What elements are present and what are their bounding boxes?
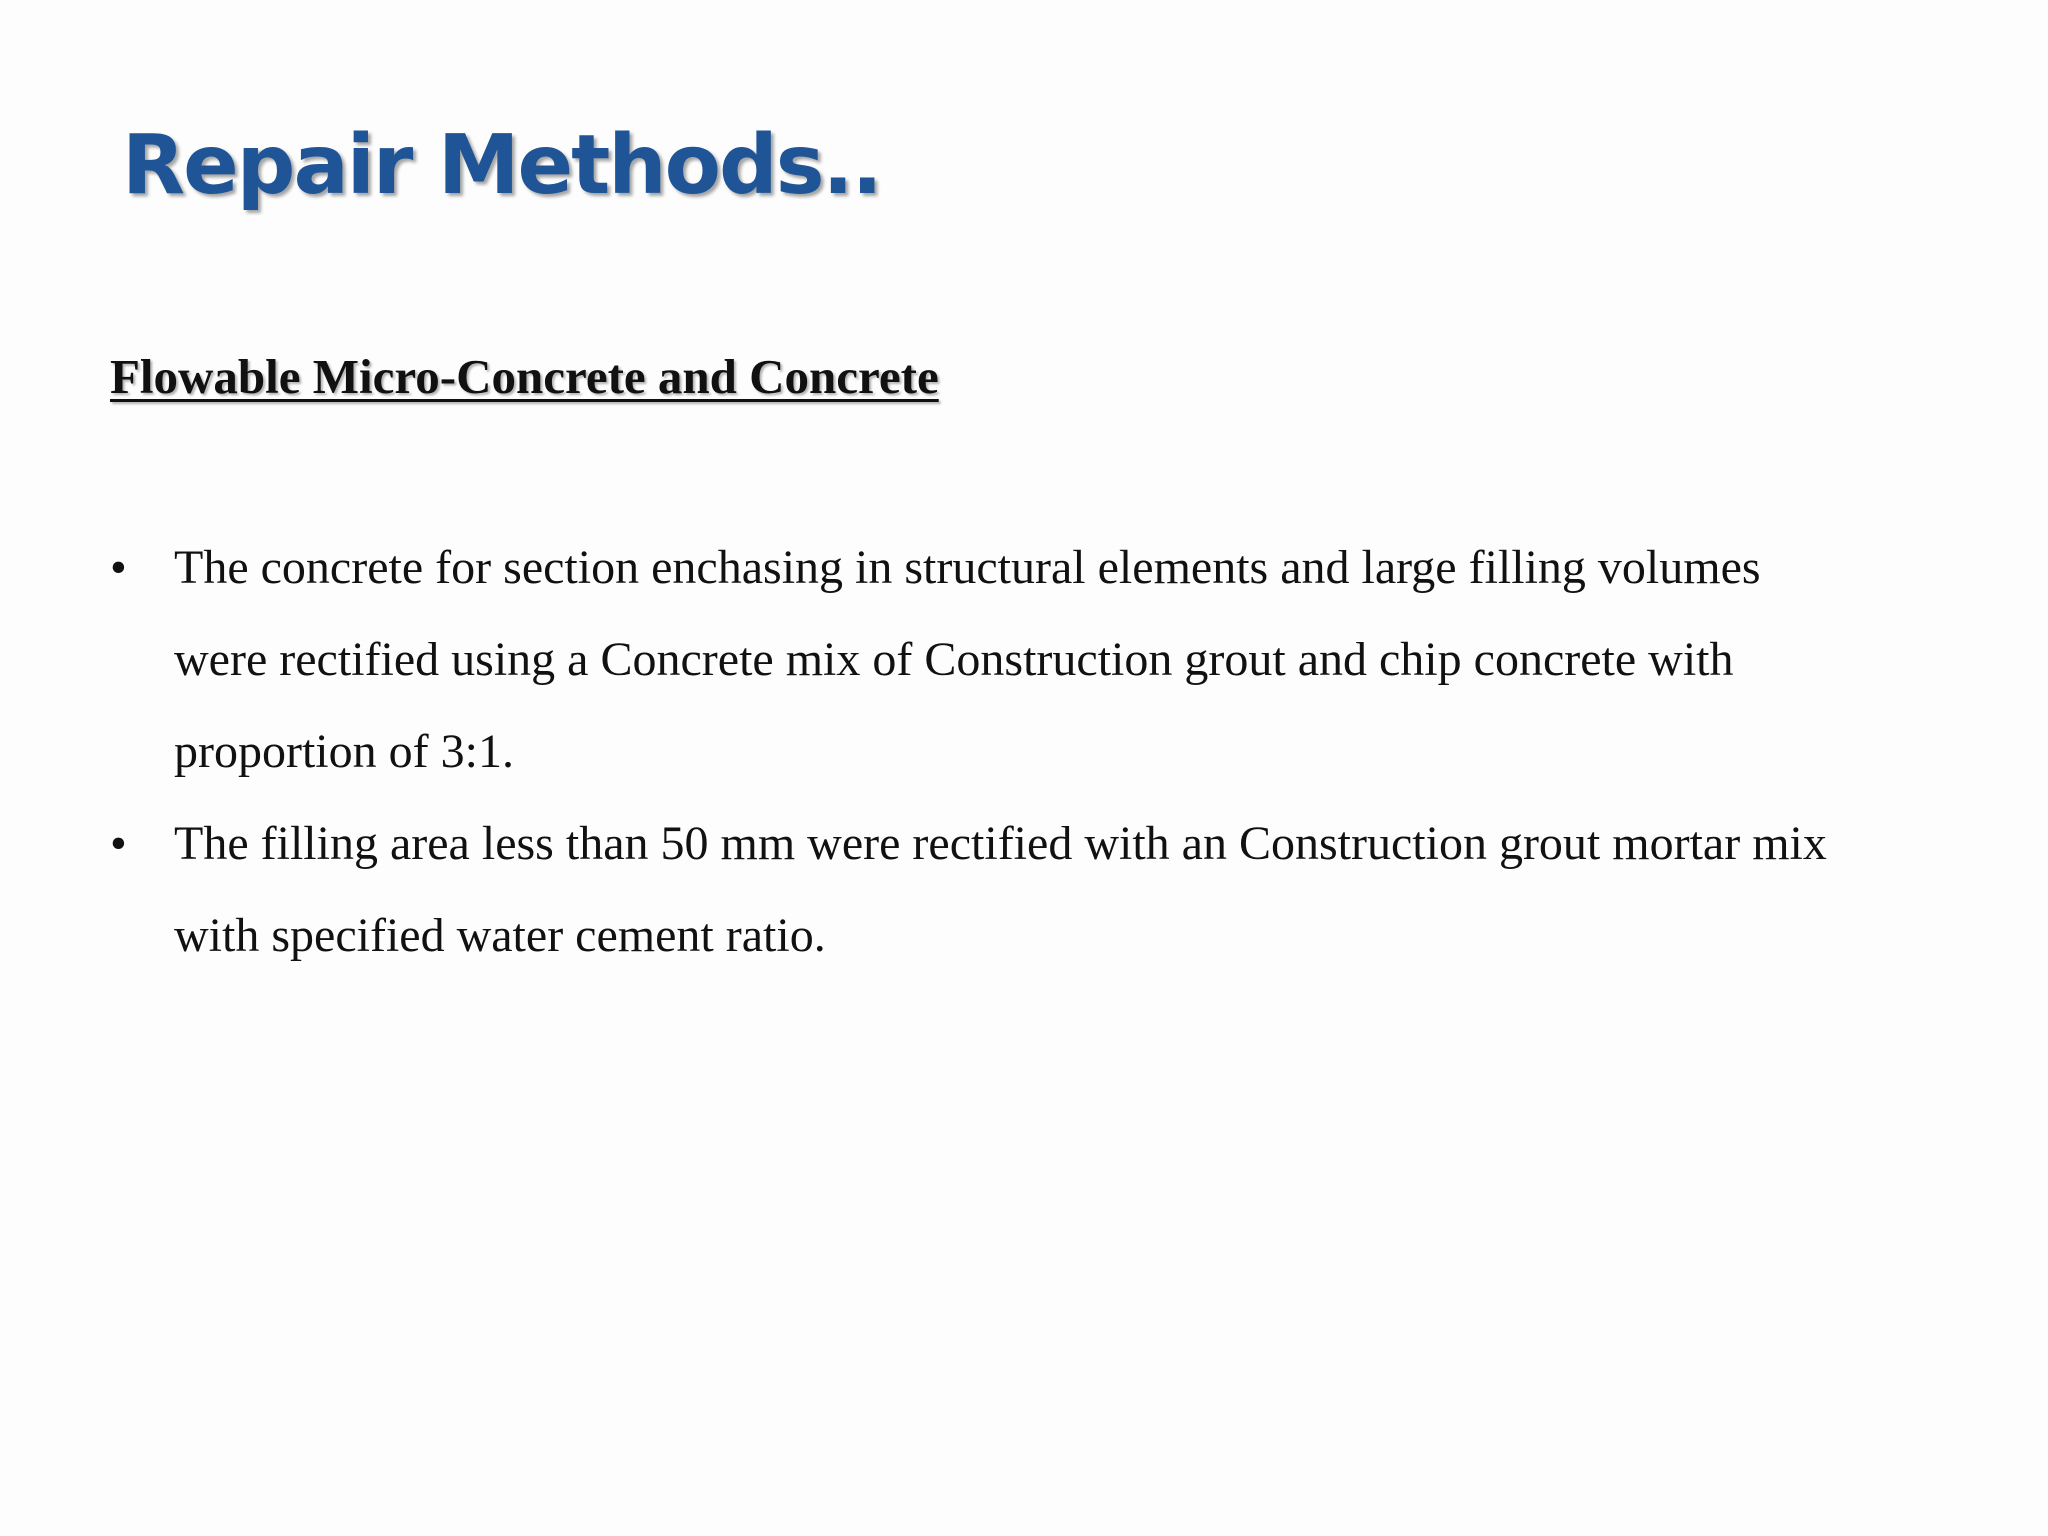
slide-title: Repair Methods.. bbox=[122, 118, 881, 213]
bullet-item bbox=[110, 522, 1990, 798]
bullet-item bbox=[110, 798, 1990, 982]
bullet-text-line: with specified water cement ratio. bbox=[174, 909, 826, 962]
bullet-list bbox=[110, 522, 1990, 982]
section-heading: Flowable Micro-Concrete and Concrete bbox=[110, 349, 939, 404]
bullet-text-line: were rectified using a Concrete mix of Construction grout and chip concrete with bbox=[174, 633, 1734, 686]
bullet-text-line: The filling area less than 50 mm were rectified with an Construction grout mortar mix bbox=[174, 817, 1827, 870]
bullet-text-line: The concrete for section enchasing in structural elements and large filling volumes bbox=[174, 541, 1761, 594]
bullet-icon: • bbox=[110, 541, 127, 594]
bullet-text-line: proportion of 3:1. bbox=[174, 725, 514, 778]
bullet-icon: • bbox=[110, 817, 127, 870]
